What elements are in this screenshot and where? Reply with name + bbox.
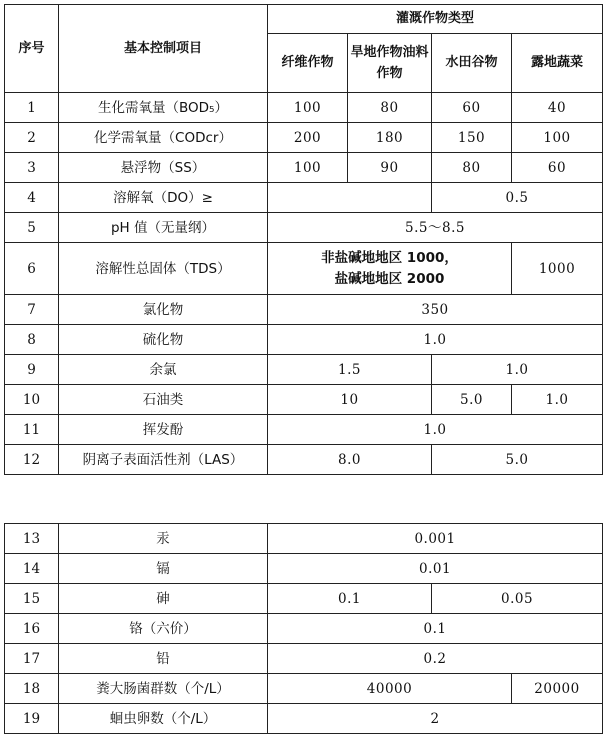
row-value: 0.05: [432, 584, 603, 614]
table-row: [5, 415, 603, 445]
table-row: [5, 584, 603, 614]
row-no: 9: [5, 355, 59, 385]
header-crop-vegetable: 露地蔬菜: [512, 34, 603, 93]
header-crop-dryland-oil: [348, 34, 432, 93]
row-value: 180: [348, 123, 432, 153]
row-no: 8: [5, 325, 59, 355]
row-value: 100: [268, 93, 348, 123]
row-item: 石油类: [59, 385, 268, 415]
row-no: 13: [5, 524, 59, 554]
row-no: 5: [5, 213, 59, 243]
row-no: 10: [5, 385, 59, 415]
row-value: 5.5～8.5: [268, 213, 603, 243]
header-seq: 序号: [5, 5, 59, 93]
table-row: [5, 183, 603, 213]
header-crop-dryland-oil-text: 旱地作物油料作物: [350, 45, 429, 81]
row-value-empty: [268, 183, 432, 213]
row-item: 阴离子表面活性剂（LAS）: [59, 445, 268, 475]
table-row: [5, 674, 603, 704]
row-value: 10: [268, 385, 432, 415]
row-item: 氯化物: [59, 295, 268, 325]
row-value: 1.0: [268, 415, 603, 445]
row-item: 砷: [59, 584, 268, 614]
table-row: [5, 295, 603, 325]
row-item: 蛔虫卵数（个/L）: [59, 704, 268, 734]
header-crop-fiber: 纤维作物: [268, 34, 348, 93]
row-value: 0.001: [268, 524, 603, 554]
row-value: 1000: [512, 243, 603, 295]
row-value: 100: [512, 123, 603, 153]
header-crop-group: 灌溉作物类型: [268, 5, 603, 34]
row-no: 14: [5, 554, 59, 584]
table-row: [5, 355, 603, 385]
table-row: [5, 644, 603, 674]
row-no: 7: [5, 295, 59, 325]
row-value: 200: [268, 123, 348, 153]
row-no: 6: [5, 243, 59, 295]
table-row: [5, 554, 603, 584]
row-item: 悬浮物（SS）: [59, 153, 268, 183]
row-item: 粪大肠菌群数（个/L）: [59, 674, 268, 704]
row-value: 1.5: [268, 355, 432, 385]
row-item: 汞: [59, 524, 268, 554]
row-value: 5.0: [432, 445, 603, 475]
table-row: [5, 614, 603, 644]
row-item: 生化需氧量（BOD₅）: [59, 93, 268, 123]
table-row: [5, 704, 603, 734]
row-no: 12: [5, 445, 59, 475]
row-no: 18: [5, 674, 59, 704]
table-row: [5, 524, 603, 554]
row-item: 铅: [59, 644, 268, 674]
table-row: [5, 243, 603, 295]
row-value: 80: [348, 93, 432, 123]
row-value: 0.2: [268, 644, 603, 674]
row-value: 8.0: [268, 445, 432, 475]
row-value: 0.1: [268, 584, 432, 614]
table-row: [5, 153, 603, 183]
row-no: 2: [5, 123, 59, 153]
header-item: 基本控制项目: [59, 5, 268, 93]
row-item: 铬（六价）: [59, 614, 268, 644]
table-row: [5, 325, 603, 355]
row-value: 1.0: [268, 325, 603, 355]
row-value: 1.0: [432, 355, 603, 385]
row-no: 15: [5, 584, 59, 614]
row-value: 60: [432, 93, 512, 123]
row-item: 化学需氧量（CODcr）: [59, 123, 268, 153]
row-no: 19: [5, 704, 59, 734]
row-value: 5.0: [432, 385, 512, 415]
table-row: [5, 445, 603, 475]
row-no: 11: [5, 415, 59, 445]
row-value: 0.5: [432, 183, 603, 213]
row-no: 17: [5, 644, 59, 674]
water-quality-table-top: [4, 4, 603, 475]
row-item: 溶解性总固体（TDS）: [59, 243, 268, 295]
row-value: 100: [268, 153, 348, 183]
row-value: 0.01: [268, 554, 603, 584]
row-value: 非盐碱地地区 1000，盐碱地地区 2000: [268, 243, 512, 295]
row-no: 1: [5, 93, 59, 123]
row-item: 镉: [59, 554, 268, 584]
row-value: 350: [268, 295, 603, 325]
row-item: 挥发酚: [59, 415, 268, 445]
row-value: 40: [512, 93, 603, 123]
water-quality-table-bottom: [4, 523, 603, 734]
row-value: 80: [432, 153, 512, 183]
row-value: 20000: [512, 674, 603, 704]
table-row: [5, 93, 603, 123]
row-value: 90: [348, 153, 432, 183]
row-value: 0.1: [268, 614, 603, 644]
row-value: 40000: [268, 674, 512, 704]
row-no: 4: [5, 183, 59, 213]
table-row: [5, 123, 603, 153]
table-row: [5, 213, 603, 243]
row-item: pH 值（无量纲）: [59, 213, 268, 243]
row-no: 3: [5, 153, 59, 183]
header-crop-paddy: 水田谷物: [432, 34, 512, 93]
row-value: 60: [512, 153, 603, 183]
row-value: 1.0: [512, 385, 603, 415]
row-item: 溶解氧（DO）≥: [59, 183, 268, 213]
row-item: 硫化物: [59, 325, 268, 355]
table-row: [5, 385, 603, 415]
row-value: 150: [432, 123, 512, 153]
row-no: 16: [5, 614, 59, 644]
row-value: 2: [268, 704, 603, 734]
row-item: 余氯: [59, 355, 268, 385]
